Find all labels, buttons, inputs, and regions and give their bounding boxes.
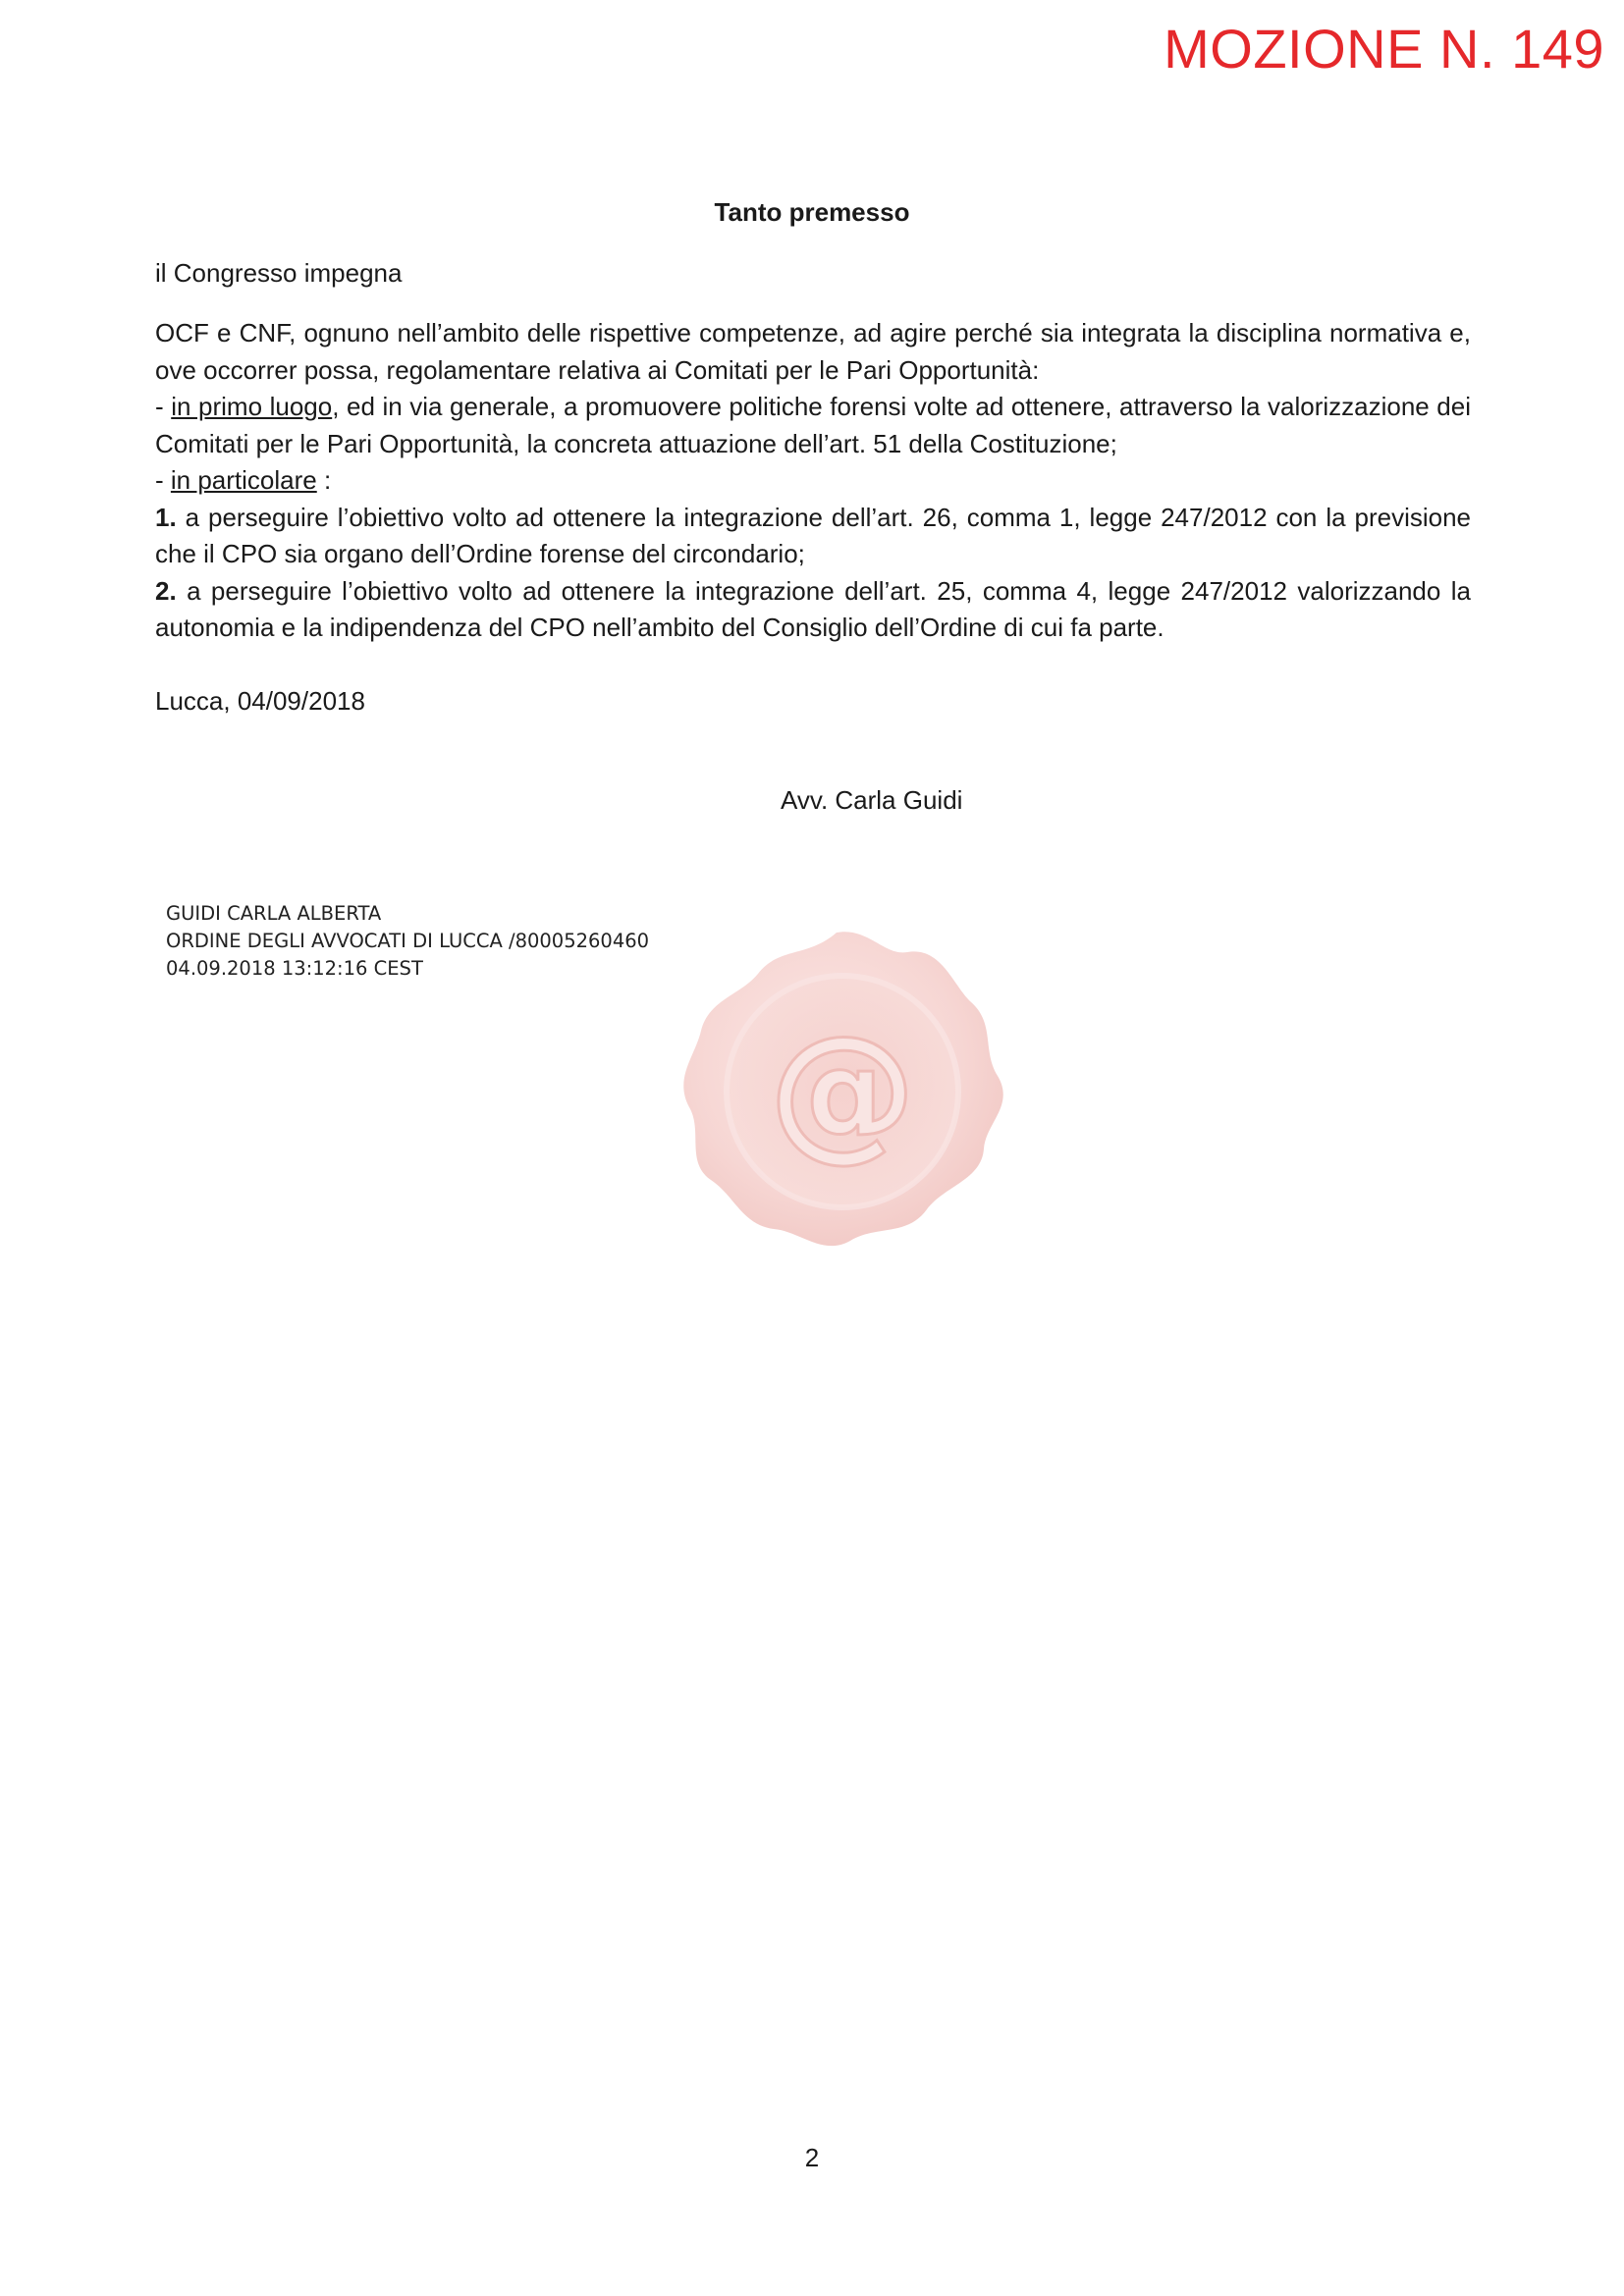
paragraph-commitment: OCF e CNF, ognuno nell’ambito delle rispettive competenze, ad agire perché sia integrata la disciplina normativa e, ove occorrer possa, regolamentare relativa ai Comitati per le Pari Opportunità: — [155, 318, 1471, 385]
point-2-number: 2. — [155, 575, 177, 606]
digital-signature-block — [166, 900, 649, 983]
item-particular — [155, 462, 1471, 500]
item-prefix: - — [155, 465, 171, 495]
point-1 — [155, 500, 1471, 573]
item-first-place-text: , ed in via generale, a promuovere politiche forensi volte ad ottenere, attraverso la valorizzazione dei Comitati per le Pari Opportunità, la concreta attuazione dell’art. 51 della Costituzione; — [155, 392, 1471, 458]
point-2-text: a perseguire l’obiettivo volto ad ottenere la integrazione dell’art. 25, comma 4, legge 247/2012 valorizzando la autonomia e la indipendenza del CPO nell’ambito del Consiglio dell’Ordine di cui fa parte. — [155, 575, 1471, 642]
motion-body — [155, 315, 1471, 647]
digital-signature-name: GUIDI CARLA ALBERTA — [166, 902, 382, 925]
intro-line: il Congresso impegna — [155, 258, 403, 288]
item-first-place-label: in primo luogo — [171, 392, 333, 421]
item-particular-suffix: : — [316, 465, 332, 495]
motion-number-label: MOZIONE N. 149 — [1164, 18, 1604, 80]
digital-signature-timestamp: 04.09.2018 13:12:16 CEST — [166, 957, 423, 980]
point-1-text: a perseguire l’obiettivo volto ad ottenere la integrazione dell’art. 26, comma 1, legge 247/2012 con la previsione che il CPO sia organo dell’Ordine forense del circondario; — [155, 502, 1471, 568]
point-2 — [155, 573, 1471, 647]
item-particular-label: in particolare — [170, 465, 317, 495]
page-number: 2 — [804, 2143, 820, 2172]
item-first-place — [155, 389, 1471, 462]
digital-signature-organization: ORDINE DEGLI AVVOCATI DI LUCCA /80005260460 — [166, 930, 650, 952]
seal-symbol: @ — [769, 1005, 916, 1176]
section-heading: Tanto premesso — [714, 197, 910, 227]
signer-name: Avv. Carla Guidi — [781, 785, 963, 815]
item-prefix: - — [155, 392, 172, 421]
point-1-number: 1. — [155, 502, 177, 532]
wax-seal-at-icon — [650, 913, 1023, 1266]
place-date: Lucca, 04/09/2018 — [155, 686, 365, 716]
